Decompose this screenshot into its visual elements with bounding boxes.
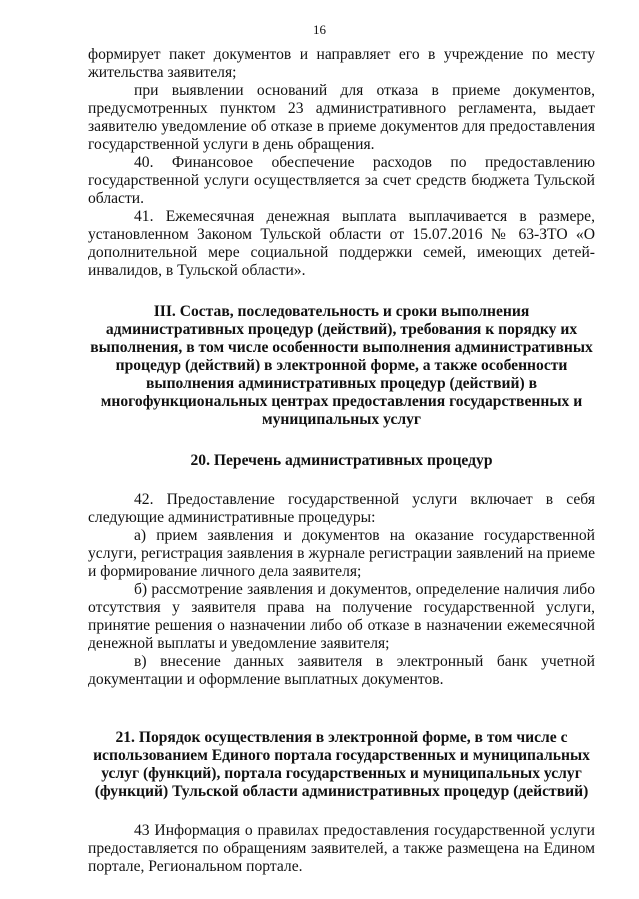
subsection-20-title: 20. Перечень административных процедур <box>190 452 493 469</box>
list-item-b: б) рассмотрение заявления и документов, определение наличия либо отсутствия у заявителя права на получение государственной услуги, принятие решения о назначении либо об отказе в назначении ежемесячной денежной выплаты и уведомление заявителя; <box>88 581 595 652</box>
paragraph-42: 42. Предоставление государственной услуги включает в себя следующие административные процедуры: <box>88 491 595 526</box>
paragraph-refusal: при выявлении оснований для отказа в приеме документов, предусмотренных пунктом 23 административного регламента, выдает заявителю уведомление об отказе в приеме документов для предоставления государственной услуги в день обращения. <box>88 82 595 153</box>
page-number: 16 <box>313 22 326 37</box>
paragraph-40: 40. Финансовое обеспечение расходов по предоставлению государственной услуги осуществляется за счет средств бюджета Тульской области. <box>88 154 595 207</box>
section-iii-title: III. Состав, последовательность и сроки выполнения административных процедур (действий), требования к порядку их выполнения, в том числе особенности выполнения административных процедур (действий) в электронной форме, а также особенности выполнения административных процедур (действий) в многофункциональных центрах предоставления государственных и муниципальных услуг <box>90 303 593 428</box>
paragraph-41: 41. Ежемесячная денежная выплата выплачивается в размере, установленном Законом Тульской области от 15.07.2016 № 63-ЗТО «О дополнительной мере социальной поддержки семей, имеющих детей-инвалидов, в Тульской области». <box>88 208 595 279</box>
list-item-a: а) прием заявления и документов на оказание государственной услуги, регистрация заявления в журнале регистрации заявлений на приеме и формирование личного дела заявителя; <box>88 527 595 580</box>
list-item-v: в) внесение данных заявителя в электронный банк учетной документации и оформление выплатных документов. <box>88 653 595 688</box>
paragraph-continuation: формирует пакет документов и направляет его в учреждение по месту жительства заявителя; <box>88 46 595 81</box>
subsection-21-title: 21. Порядок осуществления в электронной форме, в том числе с использованием Единого портала государственных и муниципальных услуг (функций), портала государственных и муниципальных услуг (функций) Тульской области административных процедур (действий) <box>93 729 590 800</box>
page-content <box>88 46 595 876</box>
paragraph-43: 43 Информация о правилах предоставления государственной услуги предоставляется по обращениям заявителей, а также размещена на Едином портале, Региональном портале. <box>88 822 595 875</box>
